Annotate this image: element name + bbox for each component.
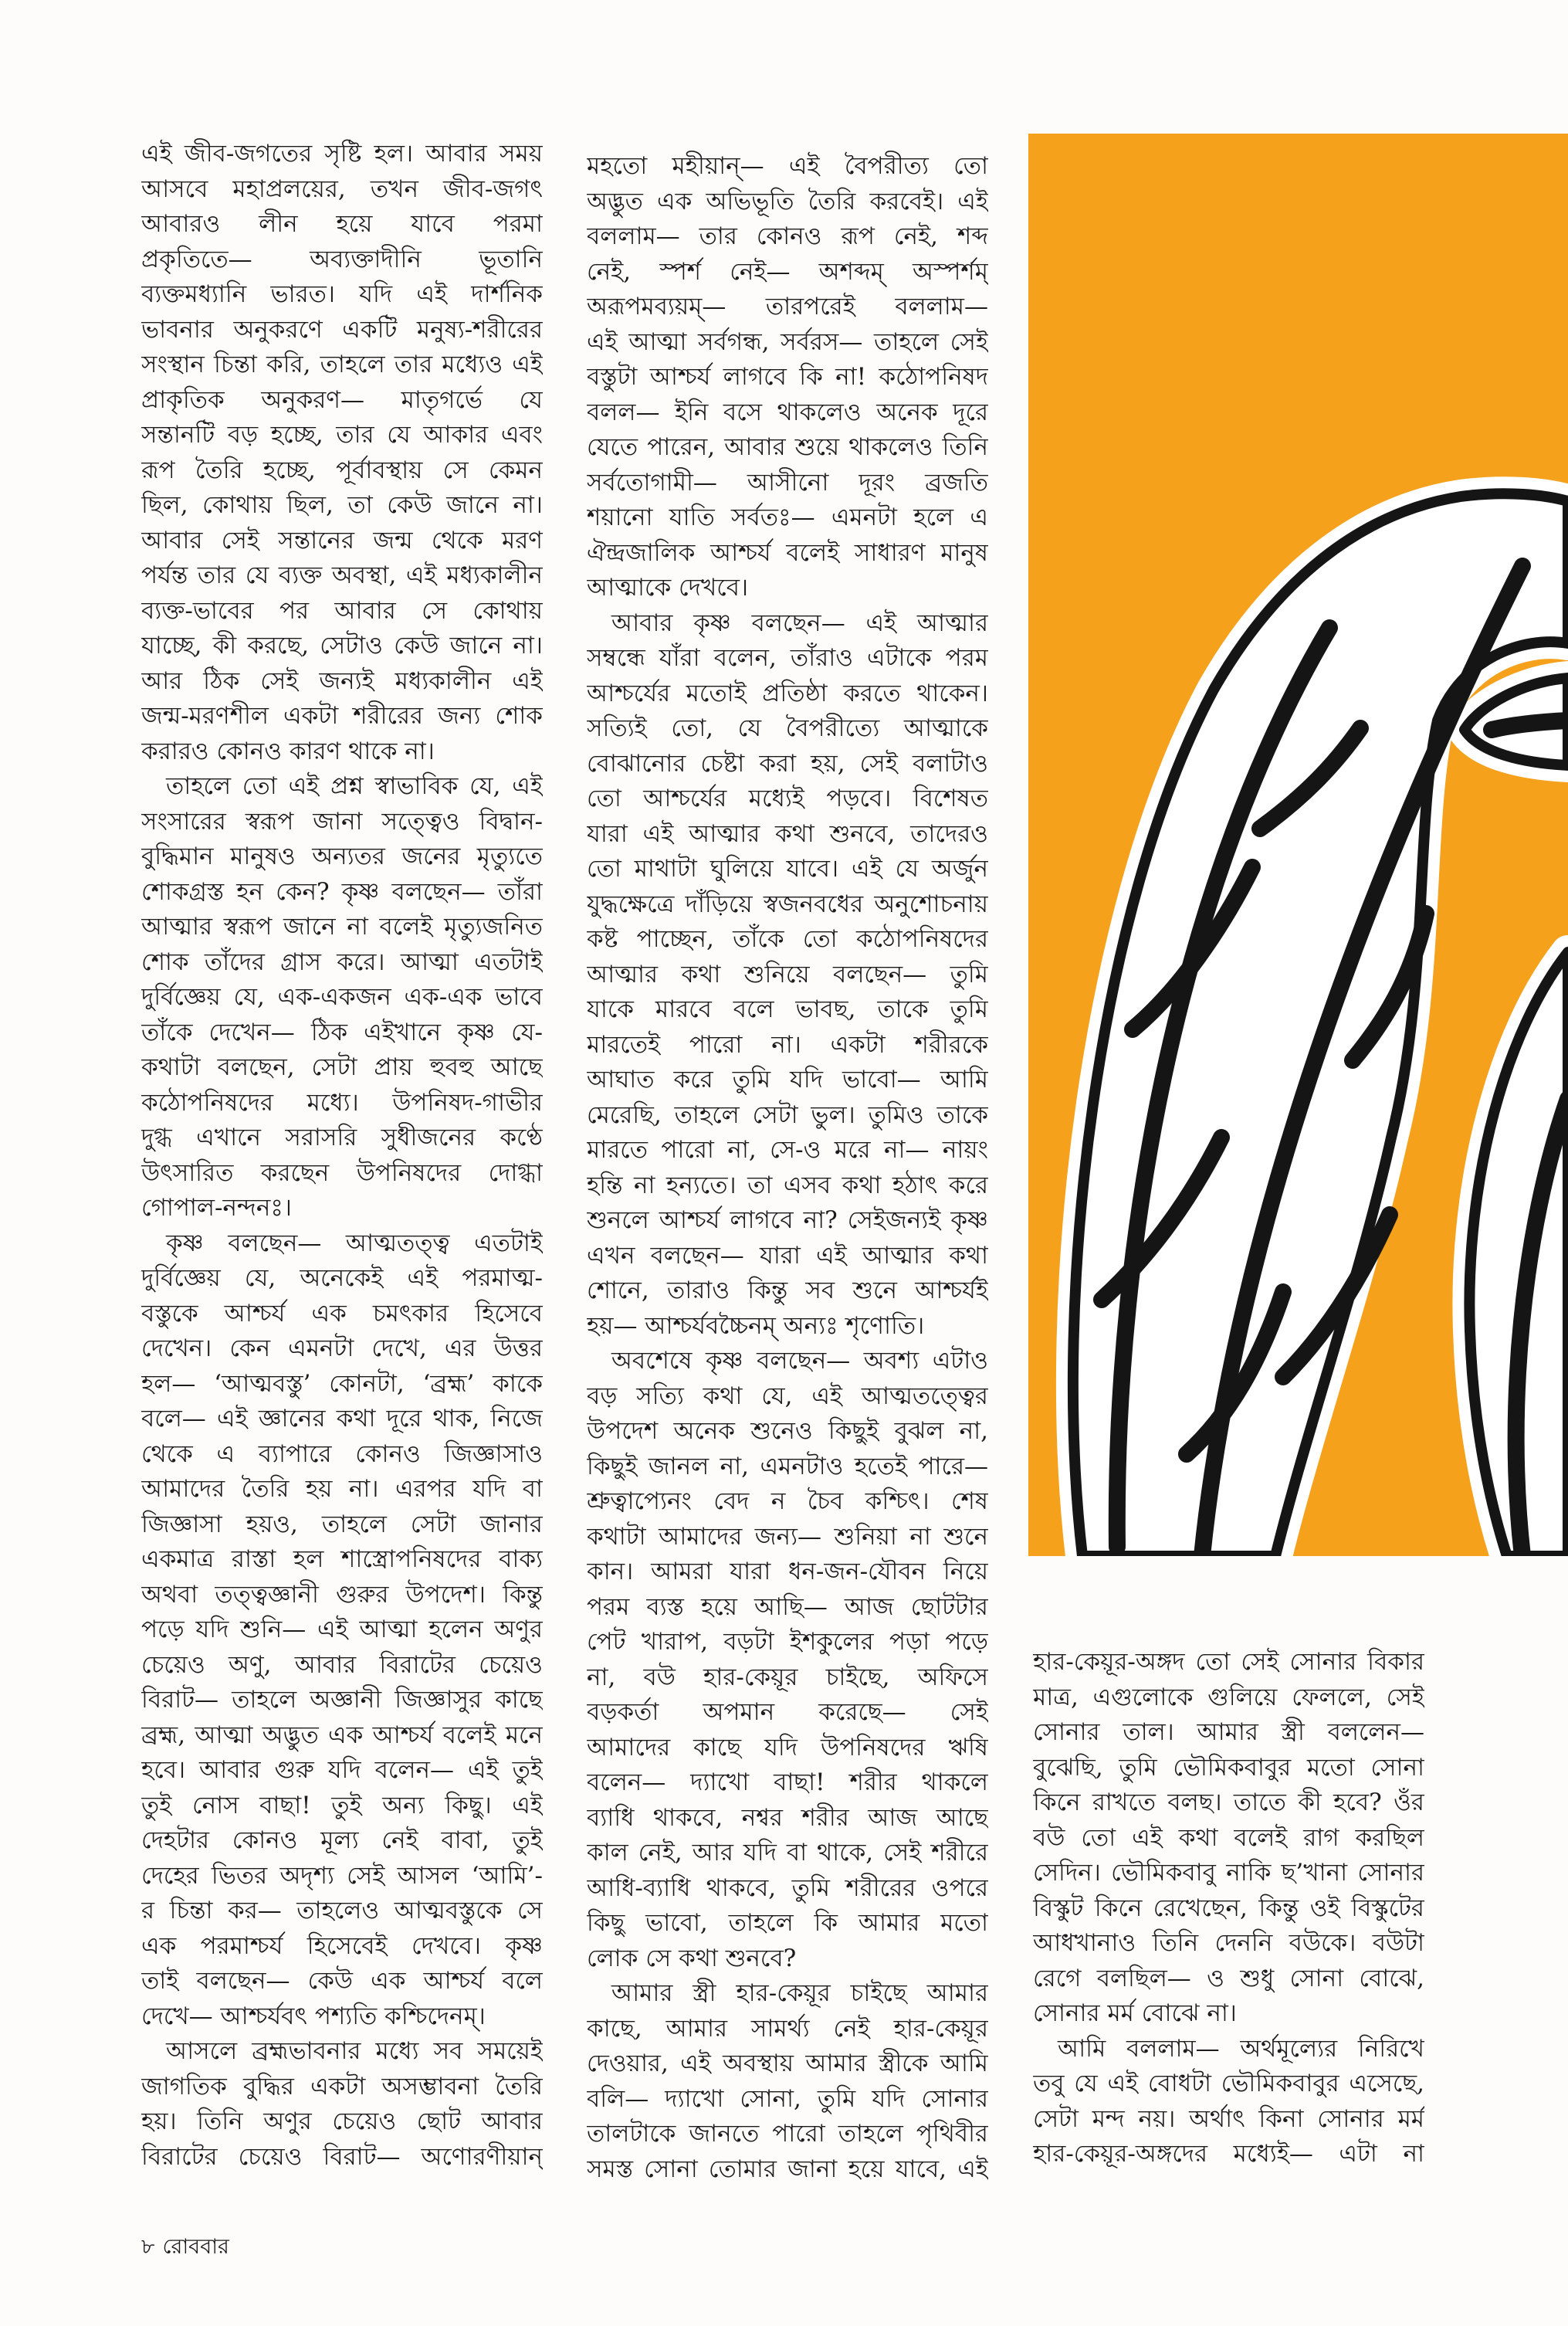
text-line: এখন বলছেন— যারা এই আত্মার কথা	[587, 1241, 988, 1270]
text-line: হয়— আশ্চর্যবচ্চৈনম্ অন্যঃ শৃণোতি।	[587, 1311, 925, 1340]
text-line: পড়ে যদি শুনি— এই আত্মা হলেন অণুর	[141, 1616, 543, 1643]
text-line: আত্মাকে দেখবে।	[587, 574, 749, 602]
text-column-2	[587, 149, 988, 2187]
text-line: এই আত্মা সর্বগন্ধ, সর্বরস— তাহলে সেই	[587, 327, 988, 356]
text-line: অদ্ভুত এক অভিভূতি তৈরি করবেই। এই	[587, 187, 988, 215]
text-line: দুর্বিজ্ঞেয় যে, অনেকেই এই পরমাত্ম-	[141, 1264, 543, 1292]
text-line: এই জীব-জগতের সৃষ্টি হল। আবার সময়	[141, 140, 543, 168]
text-line: আসবে মহাপ্রলয়ের, তখন জীব-জগৎ	[141, 175, 543, 203]
text-line: জাগতিক বুদ্ধির একটা অসম্ভাবনা তৈরি	[141, 2072, 543, 2101]
text-line: ব্যাধি থাকবে, নশ্বর শরীর আজ আছে	[587, 1803, 988, 1832]
text-line: মেরেছি, তাহলে সেটা ভুল। তুমিও তাকে	[587, 1100, 988, 1129]
text-line: শ্রুত্বাপ্যেনং বেদ ন চৈব কশ্চিৎ। শেষ	[587, 1487, 988, 1515]
text-line: সোনার মর্ম বোঝে না।	[1033, 1999, 1237, 2027]
text-line: আত্মার স্বরূপ জানে না বলেই মৃত্যুজনিত	[141, 913, 543, 941]
text-line: আসলে ব্রহ্মভাবনার মধ্যে সব সময়েই	[166, 2037, 543, 2065]
text-line: বোঝানোর চেষ্টা করা হয়, সেই বলাটাও	[587, 749, 988, 778]
text-line: সোনার তাল। আমার স্ত্রী বললেন—	[1033, 1718, 1424, 1746]
text-line: আঘাত করে তুমি যদি ভাবো— আমি	[587, 1066, 988, 1093]
text-line: ভাবনার অনুকরণে একটি মনুষ্য-শরীরের	[141, 315, 543, 344]
text-line: আধি-ব্যাধি থাকবে, তুমি শরীরের ওপরে	[587, 1873, 988, 1902]
text-line: শোক তাঁদের গ্রাস করে। আত্মা এতটাই	[141, 948, 543, 976]
text-line: সংস্থান চিন্তা করি, তাহলে তার মধ্যেও এই	[141, 351, 543, 378]
text-line: আবার সেই সন্তানের জন্ম থেকে মরণ	[141, 526, 543, 554]
text-line: কান। আমরা যারা ধন-জন-যৌবন নিয়ে	[587, 1558, 988, 1585]
text-line: তবু যে এই বোধটা ভৌমিকবাবুর এসেছে,	[1033, 2070, 1424, 2097]
text-line: কাল নেই, আর যদি বা থাকে, সেই শরীরে	[587, 1839, 988, 1867]
paragraph	[141, 769, 543, 1226]
text-line: সেদিন। ভৌমিকবাবু নাকি ছ’খানা সোনার	[1033, 1859, 1424, 1887]
text-line: একমাত্র রাস্তা হল শাস্ত্রোপনিষদের বাক্য	[141, 1545, 543, 1573]
bud-vein	[1492, 721, 1568, 730]
text-line: বলেন— দ্যাখো বাছা! শরীর থাকলে	[587, 1768, 988, 1796]
text-line: কথাটা আমাদের জন্য— শুনিয়া না শুনে	[587, 1522, 988, 1551]
text-line: পেট খারাপ, বড়টা ইশকুলের পড়া পড়ে	[587, 1628, 988, 1656]
text-line: ছিল, কোথায় ছিল, তা কেউ জানে না।	[141, 491, 543, 519]
text-line: ব্যক্তমধ্যানি ভারত। যদি এই দার্শনিক	[141, 280, 543, 308]
text-line: তাঁকে দেখেন— ঠিক এইখানে কৃষ্ণ যে-	[141, 1018, 543, 1046]
text-line: হল— ‘আত্মবস্তু’ কোনটা, ‘ব্রহ্ম’ কাকে	[141, 1369, 543, 1398]
text-line: বলি— দ্যাখো সোনা, তুমি যদি সোনার	[587, 2084, 988, 2113]
text-line: হার-কেয়ূর-অঙ্গদের মধ্যেই— এটা না	[1033, 2140, 1424, 2168]
text-line: বস্তুকে আশ্চর্য এক চমৎকার হিসেবে	[141, 1299, 543, 1327]
text-line: বিস্কুট কিনে রেখেছেন, কিন্তু ওই বিস্কুটের	[1033, 1894, 1424, 1922]
leaf-illustration-svg	[1028, 134, 1568, 1556]
text-line: সর্বতোগামী— আসীনো দূরং ব্রজতি	[587, 468, 988, 497]
paragraph	[587, 149, 988, 606]
text-line: আমাদের কাছে যদি উপনিষদের ঋষি	[587, 1733, 988, 1761]
paragraph	[141, 1226, 543, 2035]
text-line: বলে— এই জ্ঞানের কথা দূরে থাক, নিজে	[141, 1405, 543, 1433]
text-line: সেটা মন্দ নয়। অর্থাৎ কিনা সোনার মর্ম	[1033, 2104, 1424, 2133]
text-line: বুদ্ধিমান মানুষও অন্যতর জনের মৃত্যুতে	[141, 843, 543, 870]
text-line: ব্যক্ত-ভাবের পর আবার সে কোথায়	[141, 596, 543, 625]
paragraph	[587, 1976, 988, 2187]
text-line: বস্তুটা আশ্চর্য লাগবে কি না! কঠোপনিষদ	[587, 363, 988, 391]
text-line: কঠোপনিষদের মধ্যে। উপনিষদ-গাভীর	[141, 1088, 543, 1117]
text-line: আমাদের তৈরি হয় না। এরপর যদি বা	[141, 1475, 543, 1503]
text-line: আবার কৃষ্ণ বলছেন— এই আত্মার	[611, 609, 988, 637]
text-line: বউ তো এই কথা বলেই রাগ করছিল	[1033, 1823, 1424, 1852]
text-line: দেখে— আশ্চর্যবৎ পশ্যতি কশ্চিদেনম্।	[141, 2002, 486, 2030]
text-line: দুর্বিজ্ঞেয় যে, এক-একজন এক-এক ভাবে	[141, 983, 543, 1011]
text-line: কিছু ভাবো, তাহলে কি আমার মতো	[587, 1909, 988, 1937]
text-line: আর ঠিক সেই জন্যই মধ্যকালীন এই	[141, 666, 543, 695]
text-line: করারও কোনও কারণ থাকে না।	[141, 737, 435, 765]
text-line: সমস্ত সোনা তোমার জানা হয়ে যাবে, এই	[587, 2155, 988, 2183]
text-line: কথাটা বলছেন, সেটা প্রায় হুবহু আছে	[141, 1053, 543, 1081]
paragraph	[587, 606, 988, 1344]
text-line: যাকে মারবে বলে ভাবছ, তাকে তুমি	[587, 995, 988, 1023]
text-line: বড়কর্তা অপমান করেছে— সেই	[587, 1698, 988, 1726]
text-line: শোনে, তারাও কিন্তু সব শুনে আশ্চর্যই	[587, 1277, 988, 1304]
text-line: শোকগ্রস্ত হন কেন? কৃষ্ণ বলছেন— তাঁরা	[141, 877, 543, 906]
text-line: দেহের ভিতর অদৃশ্য সেই আসল ‘আমি’-	[141, 1861, 543, 1890]
text-line: জন্ম-মরণশীল একটা শরীরের জন্য শোক	[141, 702, 543, 730]
text-line: চেয়েও অণু, আবার বিরাটের চেয়েও	[141, 1650, 543, 1679]
text-line: থেকে এ ব্যাপারে কোনও জিজ্ঞাসাও	[141, 1439, 543, 1468]
text-line: গোপাল-নন্দনঃ।	[141, 1194, 292, 1222]
text-line: হবে। আবার গুরু যদি বলেন— এই তুই	[141, 1756, 543, 1784]
text-line: অরূপমব্যয়ম্— তারপরেই বললাম—	[587, 293, 988, 320]
text-line: পরম ব্যস্ত হয়ে আছি— আজ ছোটটার	[587, 1592, 988, 1621]
text-line: বললাম— তার কোনও রূপ নেই, শব্দ	[587, 222, 988, 250]
text-line: সত্যিই তো, যে বৈপরীত্যে আত্মাকে	[587, 714, 988, 742]
text-line: এক পরমাশ্চর্য হিসেবেই দেখবে। কৃষ্ণ	[141, 1931, 543, 1960]
text-line: আধখানাও তিনি দেননি বউকে। বউটা	[1033, 1929, 1424, 1957]
text-line: উপদেশ অনেক শুনেও কিছুই বুঝল না,	[587, 1417, 988, 1445]
text-line: প্রকৃতিতে— অব্যক্তাদীনি ভূতানি	[141, 245, 543, 273]
text-line: যেতে পারেন, আবার শুয়ে থাকলেও তিনি	[587, 433, 988, 461]
paragraph	[1033, 2032, 1424, 2172]
text-line: মারতেই পারো না। একটা শরীরকে	[587, 1030, 988, 1059]
text-line: লোক সে কথা শুনবে?	[587, 1944, 797, 1972]
text-line: শয়ানো যাতি সর্বতঃ— এমনটা হলে এ	[587, 504, 988, 531]
text-line: ঐন্দ্রজালিক আশ্চর্য বলেই সাধারণ মানুষ	[587, 538, 988, 567]
text-line: আশ্চর্যের মতোই প্রতিষ্ঠা করতে থাকেন।	[587, 679, 988, 707]
text-line: দুগ্ধ এখানে সরাসরি সুধীজনের কণ্ঠে	[141, 1124, 543, 1151]
text-line: তো মাথাটা ঘুলিয়ে যাবে। এই যে অর্জুন	[587, 855, 988, 883]
text-line: মাত্র, এগুলোকে গুলিয়ে ফেললে, সেই	[1033, 1683, 1424, 1711]
text-line: তাই বলছেন— কেউ এক আশ্চর্য বলে	[141, 1967, 543, 1995]
text-line: যারা এই আত্মার কথা শুনবে, তাদেরও	[587, 819, 988, 848]
text-line: শুনলে আশ্চর্য লাগবে না? সেইজন্যই কৃষ্ণ	[587, 1206, 988, 1234]
text-line: সন্তানটি বড় হচ্ছে, তার যে আকার এবং	[141, 421, 543, 449]
text-line: আমি বললাম— অর্থমূল্যের নিরিখে	[1058, 2034, 1424, 2063]
text-line: মহতো মহীয়ান্— এই বৈপরীত্য তো	[587, 152, 988, 180]
text-line: বড় সত্যি কথা যে, এই আত্মতত্ত্বের	[587, 1382, 988, 1410]
text-line: কিনে রাখতে বলছ। তাতে কী হবে? ওঁর	[1033, 1789, 1424, 1816]
text-line: আমার স্ত্রী হার-কেয়ূর চাইছে আমার	[611, 1979, 988, 2007]
text-line: জিজ্ঞাসা হয়ও, তাহলে সেটা জানার	[141, 1510, 543, 1538]
text-line: দেহটার কোনও মূল্য নেই বাবা, তুই	[141, 1826, 543, 1854]
paragraph	[141, 137, 543, 769]
text-line: রূপ তৈরি হচ্ছে, পূর্বাবস্থায় সে কেমন	[141, 456, 543, 484]
page-footer	[141, 2232, 229, 2263]
text-line: নেই, স্পর্শ নেই— অশব্দম্ অস্পর্শম্	[587, 257, 988, 286]
text-line: উৎসারিত করছেন উপনিষদের দোগ্ধা	[141, 1158, 543, 1187]
text-column-1	[141, 137, 543, 2175]
text-line: দেখেন। কেন এমনটা দেখে, এর উত্তর	[141, 1334, 543, 1362]
text-line: অথবা তত্ত্বজ্ঞানী গুরুর উপদেশ। কিন্তু	[141, 1580, 543, 1609]
text-line: তো আশ্চর্যের মধ্যেই পড়বে। বিশেষত	[587, 785, 988, 812]
text-line: হন্তি না হন্যতে। তা এসব কথা হঠাৎ করে	[587, 1171, 988, 1199]
text-line: দেওয়ার, এই অবস্থায় আমার স্ত্রীকে আমি	[587, 2050, 988, 2077]
text-line: কৃষ্ণ বলছেন— আত্মতত্ত্ব এতটাই	[166, 1229, 543, 1257]
text-line: অবশেষে কৃষ্ণ বলছেন— অবশ্য এটাও	[611, 1347, 988, 1375]
paragraph	[141, 2034, 543, 2175]
text-line: বিরাটের চেয়েও বিরাট— অণোরণীয়ান্	[141, 2142, 543, 2171]
text-line: মারতে পারো না, সে-ও মরে না— নায়ং	[587, 1136, 988, 1164]
text-line: না, বউ হার-কেয়ূর চাইছে, অফিসে	[587, 1663, 988, 1691]
text-column-3	[1033, 1645, 1424, 2172]
text-line: সম্বন্ধে যাঁরা বলেন, তাঁরাও এটাকে পরম	[587, 644, 988, 672]
text-line: তালটাকে জানতে পারো তাহলে পৃথিবীর	[587, 2120, 988, 2148]
text-line: যুদ্ধক্ষেত্রে দাঁড়িয়ে স্বজনবধের অনুশোচনায়	[587, 890, 988, 918]
text-line: ব্রহ্ম, আত্মা অদ্ভুত এক আশ্চর্য বলেই মনে	[141, 1721, 543, 1749]
text-line: তুই নোস বাছা! তুই অন্য কিছু। এই	[141, 1791, 543, 1819]
text-line: বলল— ইনি বসে থাকলেও অনেক দূরে	[587, 398, 988, 426]
leaf-illustration	[1028, 134, 1568, 1556]
text-line: হয়। তিনি অণুর চেয়েও ছোট আবার	[141, 2107, 543, 2135]
text-line: প্রাকৃতিক অনুকরণ— মাতৃগর্ভে যে	[141, 385, 543, 414]
text-line: র চিন্তা কর— তাহলেও আত্মবস্তুকে সে	[141, 1897, 543, 1924]
paragraph	[1033, 1645, 1424, 2032]
text-line: আবারও লীন হয়ে যাবে পরমা	[141, 210, 543, 238]
text-line: বুঝেছি, তুমি ভৌমিকবাবুর মতো সোনা	[1033, 1753, 1424, 1782]
text-line: সংসারের স্বরূপ জানা সত্ত্বেও বিদ্বান-	[141, 807, 543, 836]
text-line: যাচ্ছে, কী করছে, সেটাও কেউ জানে না।	[141, 632, 543, 659]
text-line: রেগে বলছিল— ও শুধু সোনা বোঝে,	[1033, 1964, 1424, 1992]
text-line: আত্মার কথা শুনিয়ে বলছেন— তুমি	[587, 960, 988, 988]
text-line: কাছে, আমার সামর্থ্য নেই হার-কেয়ূর	[587, 2014, 988, 2043]
text-line: পর্যন্ত তার যে ব্যক্ত অবস্থা, এই মধ্যকালীন	[141, 561, 543, 589]
text-line: বিরাট— তাহলে অজ্ঞানী জিজ্ঞাসুর কাছে	[141, 1686, 543, 1714]
magazine-name: রোববার	[162, 2235, 229, 2259]
text-line: হার-কেয়ূর-অঙ্গদ তো সেই সোনার বিকার	[1033, 1648, 1424, 1676]
text-line: তাহলে তো এই প্রশ্ন স্বাভাবিক যে, এই	[166, 772, 543, 800]
text-line: কিছুই জানল না, এমনটাও হতেই পারে—	[587, 1452, 988, 1480]
page-number: ৮	[141, 2235, 155, 2259]
paragraph	[587, 1344, 988, 1976]
text-line: কষ্ট পাচ্ছেন, তাঁকে তো কঠোপনিষদের	[587, 925, 988, 953]
